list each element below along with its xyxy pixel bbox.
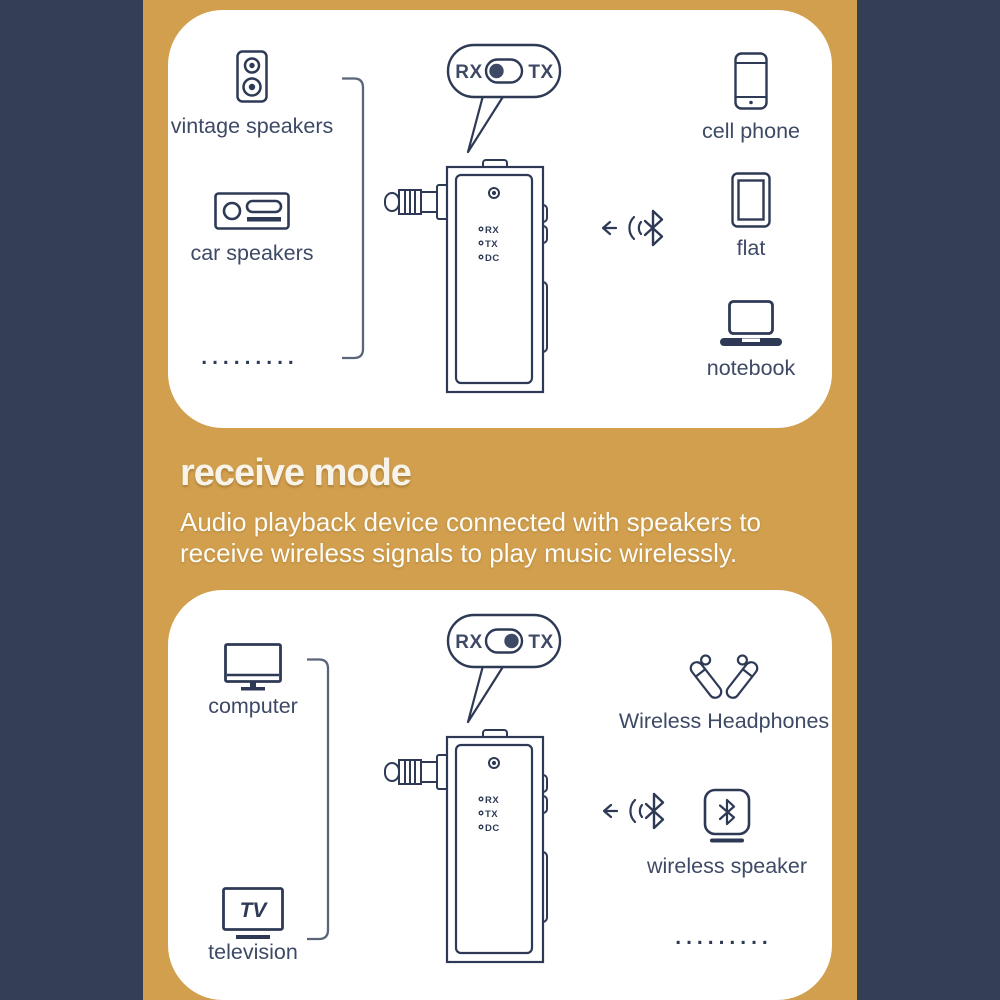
notebook-icon (719, 300, 783, 348)
wireless-headphones-label: Wireless Headphones (618, 709, 830, 733)
car-speaker-icon (214, 192, 290, 230)
section-description-line2: receive wireless signals to play music wirelessly. (180, 538, 738, 568)
bubble-tx-label: TX (528, 632, 554, 653)
vintage-speaker-icon (236, 50, 268, 104)
bluetooth-speaker-icon (703, 788, 751, 846)
cell-phone-label: cell phone (701, 119, 801, 143)
bluetooth-signal-icon (601, 791, 671, 831)
wireless-earbuds-icon (676, 654, 772, 704)
led-tx-label: TX (485, 239, 499, 250)
bubble-tx-label: TX (528, 62, 554, 83)
wireless-speaker-label: wireless speaker (646, 854, 808, 878)
bubble-rx-label: RX (455, 632, 483, 653)
group-bracket (306, 658, 332, 947)
bt-adapter-device (383, 612, 563, 967)
bottom-panel (168, 590, 832, 1000)
ellipsis-dots: ......... (201, 346, 299, 369)
section-title: receive mode (180, 452, 411, 494)
mode-toggle-knob (504, 634, 518, 648)
computer-icon (224, 643, 282, 691)
cell-phone-icon (734, 52, 768, 110)
computer-label: computer (208, 694, 298, 718)
car-speakers-label: car speakers (190, 241, 314, 265)
led-rx-label: RX (485, 225, 500, 236)
bt-adapter-device (383, 42, 563, 397)
vintage-speakers-label: vintage speakers (170, 114, 334, 138)
mode-toggle-knob (489, 64, 503, 78)
led-rx-label: RX (485, 795, 500, 806)
led-tx-label: TX (485, 809, 499, 820)
bluetooth-signal-icon (600, 208, 670, 248)
ellipsis-dots: ......... (675, 926, 773, 949)
section-description-line1: Audio playback device connected with speakers to (180, 507, 762, 537)
section-description (180, 507, 761, 569)
tablet-icon (731, 172, 771, 228)
tv-glyph: TV (239, 899, 267, 922)
flat-label: flat (736, 236, 766, 260)
notebook-label: notebook (706, 356, 796, 380)
led-dc-label: DC (485, 823, 500, 834)
bubble-rx-label: RX (455, 62, 483, 83)
television-label: television (208, 940, 298, 964)
top-panel (168, 10, 832, 428)
group-bracket (341, 77, 367, 366)
television-icon (222, 887, 284, 941)
led-dc-label: DC (485, 253, 500, 264)
